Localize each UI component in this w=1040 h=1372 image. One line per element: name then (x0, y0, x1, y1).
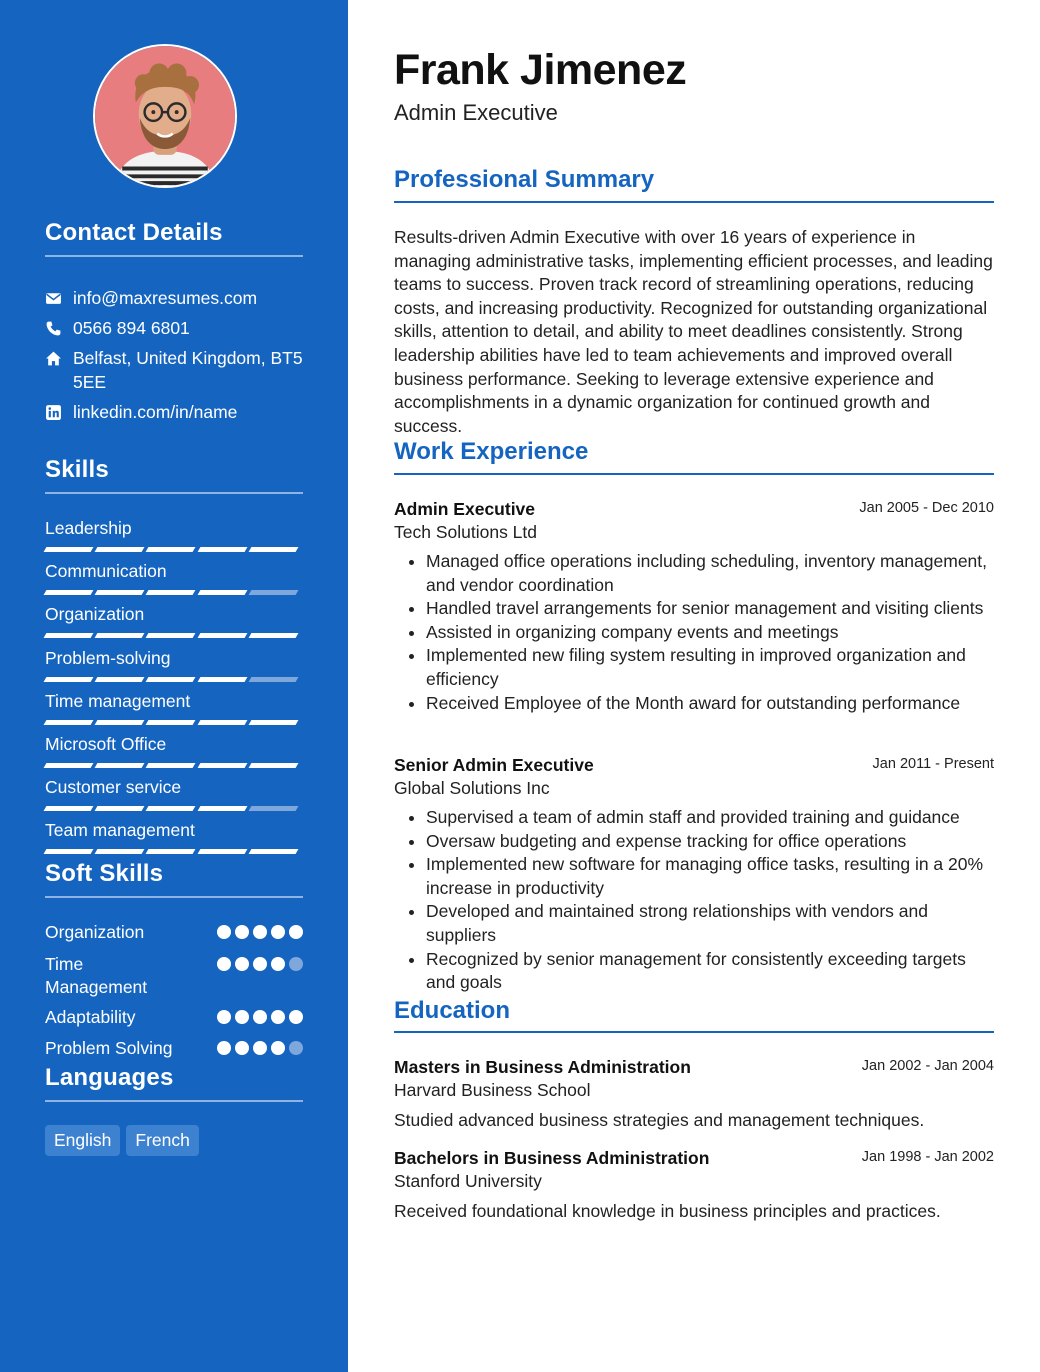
skill-item (45, 690, 303, 725)
skills-heading: Skills (45, 456, 109, 483)
experience-heading: Work Experience (394, 438, 589, 465)
skill-item (45, 647, 303, 682)
soft-skill-name: Problem Solving (45, 1038, 173, 1058)
contact-address-text: Belfast, United Kingdom, BT5 5EE (73, 348, 303, 392)
list-item: • Supervised a team of admin staff and provided training and guidance (426, 806, 994, 830)
list-item: • Received Employee of the Month award for outstanding performance (426, 692, 994, 716)
job-title: Senior Admin Executive (394, 755, 594, 775)
experience-divider (394, 473, 994, 475)
list-item: • Developed and maintained strong relationships with vendors and suppliers (426, 900, 994, 947)
sidebar (0, 0, 348, 1372)
skill-item (45, 733, 303, 768)
skill-name: Organization (45, 604, 145, 624)
envelope-icon (45, 286, 73, 310)
summary-divider (394, 201, 994, 203)
list-item: • Handled travel arrangements for senior management and visiting clients (426, 597, 994, 621)
soft-skill-level-dots (217, 925, 303, 939)
job-company: Tech Solutions Ltd (394, 522, 538, 542)
education-dates: Jan 1998 - Jan 2002 (861, 1149, 994, 1165)
job-title: Admin Executive (394, 499, 536, 519)
school-name: Harvard Business School (394, 1080, 591, 1100)
candidate-title: Admin Executive (394, 100, 558, 125)
skill-name: Microsoft Office (45, 734, 167, 754)
job-bullets (394, 550, 994, 715)
soft-skill-item (45, 953, 303, 999)
soft-skill-item (45, 1037, 303, 1060)
contact-linkedin-text: linkedin.com/in/name (73, 402, 238, 422)
skills-divider (45, 492, 303, 494)
job-bullets (394, 806, 994, 995)
linkedin-icon (45, 400, 73, 424)
soft-skill-name: Organization (45, 922, 145, 942)
skill-item (45, 560, 303, 595)
skill-item (45, 776, 303, 811)
soft-skills-heading: Soft Skills (45, 860, 164, 887)
list-item: • Oversaw budgeting and expense tracking for office operations (426, 830, 994, 854)
skill-level-bars (45, 806, 303, 811)
contact-email-text: info@maxresumes.com (73, 288, 258, 308)
skill-name: Problem-solving (45, 648, 171, 668)
skill-level-bars (45, 720, 303, 725)
home-icon (45, 346, 73, 370)
skill-item (45, 819, 303, 854)
skill-level-bars (45, 547, 303, 552)
education-dates: Jan 2002 - Jan 2004 (861, 1058, 994, 1074)
skill-item (45, 603, 303, 638)
list-item: • Managed office operations including scheduling, inventory management, and vendor coordination (426, 550, 994, 597)
skill-name: Leadership (45, 518, 132, 538)
list-item: • Implemented new software for managing office tasks, resulting in a 20% increase in productivity (426, 853, 994, 900)
skill-level-bars (45, 590, 303, 595)
education-entry (394, 1056, 994, 1132)
language-badge: French (126, 1125, 198, 1156)
education-heading: Education (394, 997, 511, 1024)
list-item: • Assisted in organizing company events and meetings (426, 621, 994, 645)
job-entry (394, 498, 994, 715)
job-company: Global Solutions Inc (394, 778, 550, 798)
contact-phone[interactable] (45, 316, 303, 340)
soft-skill-level-dots (217, 1041, 303, 1055)
contact-divider (45, 255, 303, 257)
job-dates: Jan 2011 - Present (872, 756, 994, 772)
skill-level-bars (45, 763, 303, 768)
contact-phone-text: 0566 894 6801 (73, 318, 190, 338)
soft-skill-name: Time Management (45, 954, 148, 997)
education-description: Received foundational knowledge in business principles and practices. (394, 1201, 941, 1221)
summary-heading: Professional Summary (394, 166, 655, 193)
language-badge: English (45, 1125, 120, 1156)
languages-divider (45, 1100, 303, 1102)
languages-heading: Languages (45, 1064, 174, 1091)
candidate-name: Frank Jimenez (394, 46, 687, 94)
list-item: • Recognized by senior management for consistently exceeding targets and goals (426, 948, 994, 995)
soft-skill-level-dots (217, 957, 303, 971)
language-list (45, 1125, 199, 1156)
soft-skill-item (45, 921, 303, 944)
job-dates: Jan 2005 - Dec 2010 (859, 500, 994, 516)
profile-photo (93, 44, 237, 188)
education-divider (394, 1031, 994, 1033)
phone-icon (45, 316, 73, 340)
skill-name: Communication (45, 561, 167, 581)
summary-text: Results-driven Admin Executive with over 16 years of experience in managing administrative tasks, implementing efficient processes, and leading teams to success. Proven track record of streamlining operations, reducing costs, and increasing productivity. Recognized for outstanding organizational skills, attention to detail, and ability to meet deadlines consistently. Strong leadership abilities have led to team achievements and improved overall business performance. Seeking to leverage extensive experience and accomplishments in a dynamic organization for continued growth and success. (394, 227, 993, 436)
school-name: Stanford University (394, 1171, 542, 1191)
skill-name: Customer service (45, 777, 182, 797)
skill-level-bars (45, 849, 303, 854)
degree-title: Bachelors in Business Administration (394, 1148, 710, 1168)
education-entry (394, 1147, 994, 1223)
soft-skill-level-dots (217, 1010, 303, 1024)
job-entry (394, 754, 994, 995)
contact-address (45, 346, 303, 394)
soft-skill-item (45, 1006, 303, 1029)
list-item: • Implemented new filing system resulting in improved organization and efficiency (426, 644, 994, 691)
education-description: Studied advanced business strategies and management techniques. (394, 1110, 925, 1130)
skill-name: Time management (45, 691, 191, 711)
contact-heading: Contact Details (45, 219, 223, 246)
skill-level-bars (45, 633, 303, 638)
skill-level-bars (45, 677, 303, 682)
contact-linkedin[interactable] (45, 400, 303, 424)
soft-skill-name: Adaptability (45, 1007, 136, 1027)
contact-email[interactable] (45, 286, 303, 310)
skill-item (45, 517, 303, 552)
degree-title: Masters in Business Administration (394, 1057, 691, 1077)
skill-name: Team management (45, 820, 195, 840)
soft-skills-divider (45, 896, 303, 898)
